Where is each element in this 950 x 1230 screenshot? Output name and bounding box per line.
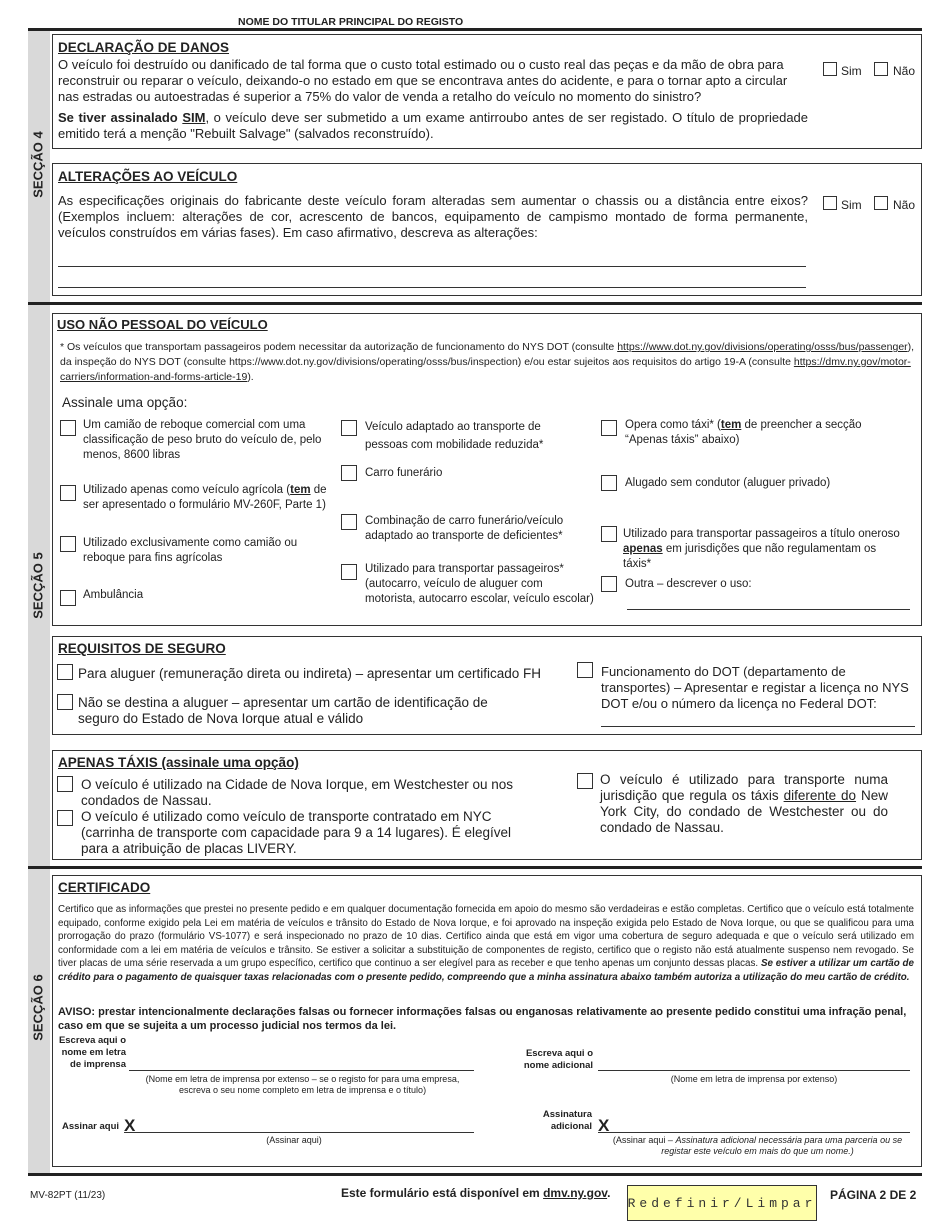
hearse-checkbox[interactable]	[341, 465, 357, 481]
taxi-livery-checkbox[interactable]	[57, 810, 73, 826]
taxi-other-jurisdiction-label: O veículo é utilizado para transporte numa jurisdição que regula os táxis diferente do New York City, do condado de Westchester ou do condado de Nassau.	[600, 772, 888, 835]
additional-sign-hint: (Assinar aqui – Assinatura adicional necessária para uma parceria ou se registar este veículo em mais do que um nome.)	[612, 1135, 903, 1156]
taxi-nyc-label: O veículo é utilizado na Cidade de Nova Iorque, em Westchester ou nos condados de Nassau.	[81, 777, 513, 808]
rental-label: Alugado sem condutor (aluguer privado)	[625, 477, 831, 489]
taxi-label: Opera como táxi* (tem de preencher a secção “Apenas táxis” abaixo)	[625, 419, 862, 446]
section-6-label: SECÇÃO 6	[30, 974, 46, 1041]
section-4-rule	[28, 302, 922, 305]
alterations-line-1[interactable]	[58, 266, 806, 267]
dot-license-line[interactable]	[601, 726, 915, 727]
ambulance-label: Ambulância	[83, 589, 144, 601]
certified-title: CERTIFICADO	[58, 880, 151, 895]
available-text: Este formulário está disponível em dmv.ny.gov.	[341, 1186, 611, 1200]
for-hire-label: Para aluguer (remuneração direta ou indireta) – apresentar um certificado FH	[78, 666, 541, 681]
dmv-article-19-link[interactable]: https://dmv.ny.gov/motor-carriers/information-and-forms-article-19	[60, 356, 911, 383]
farm-truck-checkbox[interactable]	[60, 536, 76, 552]
alterations-no-checkbox[interactable]	[874, 196, 888, 210]
nonpersonal-title: USO NÃO PESSOAL DO VEÍCULO	[57, 317, 268, 332]
holder-name-label: NOME DO TITULAR PRINCIPAL DO REGISTO	[238, 16, 464, 28]
sign-label: Assinar aqui	[62, 1121, 120, 1132]
not-for-hire-label: Não se destina a aluguer – apresentar um cartão de identificação de seguro do Estado de Nova Iorque atual e válido	[78, 695, 488, 726]
not-for-hire-checkbox[interactable]	[57, 694, 73, 710]
ambulance-checkbox[interactable]	[60, 590, 76, 606]
dot-operation-checkbox[interactable]	[577, 662, 593, 678]
additional-name-line[interactable]	[598, 1070, 910, 1071]
paid-passengers-label: Utilizado para transportar passageiros a título oneroso apenas em jurisdições que não regulamentam os táxis*	[623, 528, 900, 570]
other-use-line[interactable]	[627, 609, 910, 610]
additional-signature-line[interactable]	[598, 1132, 910, 1133]
alterations-yes-checkbox[interactable]	[823, 196, 837, 210]
page-number: PÁGINA 2 DE 2	[830, 1188, 917, 1202]
additional-sign-x: X	[598, 1116, 610, 1135]
additional-name-hint: (Nome em letra de imprensa por extenso)	[670, 1074, 838, 1084]
damage-yes-label: Sim	[841, 64, 862, 78]
sign-x: X	[124, 1116, 136, 1135]
other-use-label: Outra – descrever o uso:	[625, 578, 752, 590]
dot-operation-label: Funcionamento do DOT (departamento de transportes) – Apresentar e registar a licença no NYS DOT e/ou o número da licença no Federal DOT:	[601, 664, 909, 711]
taxi-other-jurisdiction-checkbox[interactable]	[577, 773, 593, 789]
hearse-combo-label: Combinação de carro funerário/veículo adaptado ao transporte de deficientes*	[365, 515, 564, 542]
section-5-label: SECÇÃO 5	[30, 552, 46, 619]
damage-title: DECLARAÇÃO DE DANOS	[58, 40, 230, 55]
hearse-combo-checkbox[interactable]	[341, 514, 357, 530]
additional-sign-label: Assinatura adicional	[542, 1109, 592, 1132]
other-use-checkbox[interactable]	[601, 576, 617, 592]
alterations-yes-label: Sim	[841, 198, 862, 212]
accessible-vehicle-label: Veículo adaptado ao transporte de pessoas com mobilidade reduzida*	[365, 421, 544, 451]
additional-name-label: Escreva aqui o nome adicional	[523, 1048, 593, 1071]
reset-button[interactable]: Redefinir/Limpar	[627, 1185, 817, 1221]
rental-checkbox[interactable]	[601, 475, 617, 491]
damage-no-checkbox[interactable]	[874, 62, 888, 76]
alterations-line-2[interactable]	[58, 287, 806, 288]
dmv-link[interactable]: dmv.ny.gov	[543, 1186, 608, 1200]
hearse-label: Carro funerário	[365, 467, 443, 479]
print-name-hint: (Nome em letra de imprensa por extenso – se o registo for para uma empresa, escreva o seu nome completo em letra de imprensa e o título)	[145, 1074, 460, 1095]
warning: AVISO: prestar intencionalmente declarações falsas ou fornecer informações falsas ou enganosas relativamente ao presente pedido constitui uma infração penal, caso em que se sujeita a um processo judicial nos termos da lei.	[58, 1006, 907, 1032]
damage-note: Se tiver assinalado SIM, o veículo deve ser submetido a um exame antirroubo antes de ser registado. O título de propriedade emitido terá a menção "Rebuilt Salvage" (salvados reconstruído).	[58, 110, 809, 141]
alterations-title: ALTERAÇÕES AO VEÍCULO	[58, 169, 238, 184]
for-hire-checkbox[interactable]	[57, 664, 73, 680]
taxi-nyc-checkbox[interactable]	[57, 776, 73, 792]
farm-truck-label: Utilizado exclusivamente como camião ou reboque para fins agrícolas	[83, 537, 298, 564]
section-6-rule	[28, 1173, 922, 1176]
damage-yes-checkbox[interactable]	[823, 62, 837, 76]
insurance-title: REQUISITOS DE SEGURO	[58, 641, 226, 656]
passenger-transport-checkbox[interactable]	[341, 564, 357, 580]
signature-line[interactable]	[124, 1132, 474, 1133]
taxis-title: APENAS TÁXIS (assinale uma opção)	[58, 755, 299, 770]
farm-vehicle-checkbox[interactable]	[60, 485, 76, 501]
farm-vehicle-label: Utilizado apenas como veículo agrícola (tem de ser apresentado o formulário MV-260F, Parte 1)	[83, 484, 327, 511]
taxi-checkbox[interactable]	[601, 420, 617, 436]
tow-truck-checkbox[interactable]	[60, 420, 76, 436]
alterations-question: As especificações originais do fabricante deste veículo foram alteradas sem aumentar o chassis ou a distância entre eixos? (Exemplos incluem: alterações de cor, acrescento de bancos, equipamento de campismo montado de forma permanente, veículos construídos em várias fases). Em caso afirmativo, descreva as alterações:	[58, 193, 808, 240]
damage-question: O veículo foi destruído ou danificado de tal forma que o custo total estimado ou o custo real das peças e da mão de obra para reconstruir ou reparar o veículo, deixando-o no estado em que se encontrava antes do acidente, e para o tornar apto a circular nas estradas ou autoestradas é superior a 75% do valor de venda a retalho do veículo no momento do sinistro?	[58, 57, 788, 104]
tow-truck-label: Um camião de reboque comercial com uma classificação de peso bruto do veículo de, pelo menos, 8600 libras	[83, 419, 322, 461]
nonpersonal-note: * Os veículos que transportam passageiros podem necessitar da autorização de funcionamento do NYS DOT (consulte https://www.dot.ny.gov/divisions/operating/osss/bus/passenger), da inspeção do NYS DOT (consulte https://www.dot.ny.gov/divisions/operating/osss/bus/inspection) e/ou estar sujeitos aos requisitos do artigo 19-A (consulte https://dmv.ny.gov/motor-carriers/information-and-forms-article-19).	[60, 341, 915, 383]
print-name-line[interactable]	[129, 1070, 474, 1071]
section-5-rule	[28, 866, 922, 869]
damage-no-label: Não	[893, 64, 916, 78]
section-4-label: SECÇÃO 4	[30, 131, 46, 198]
dot-inspection-link[interactable]: https://www.dot.ny.gov/divisions/operating/osss/bus/inspection	[229, 356, 518, 368]
dot-passenger-link[interactable]: https://www.dot.ny.gov/divisions/operating/osss/bus/passenger	[617, 341, 908, 353]
choose-option: Assinale uma opção:	[62, 395, 188, 410]
header-rule	[28, 28, 922, 31]
alterations-no-label: Não	[893, 198, 916, 212]
print-name-label: Escreva aqui o nome em letra de imprensa	[58, 1035, 126, 1070]
taxi-livery-label: O veículo é utilizado como veículo de transporte contratado em NYC (carrinha de transporte com capacidade para 9 a 14 lugares). É elegível para a atribuição de placas LIVERY.	[81, 809, 511, 856]
passenger-transport-label: Utilizado para transportar passageiros* (autocarro, veículo de aluguer com motorista, autocarro escolar, veículo escolar)	[365, 563, 594, 605]
certified-text: Certifico que as informações que prestei no presente pedido e em qualquer documentação fornecida em apoio do mesmo são verdadeiras e estão completas. Certifico que o veículo está totalmente equipado, conforme exigido pela Lei em matéria de veículos e trânsito do Estado de Nova Iorque, e foi aprovado na inspeção exigida pelo Estado de Nova Iorque, ou que se qualificou para uma prorrogação do prazo (formulário VS-1077) e será inspecionado no prazo de 10 dias. Certifico ainda que está em vigor uma cobertura de seguro adequada e que o veículo será utilizado em conformidade com a lei em matéria de veículos e trânsito. Se estiver a solicitar a substituição de componentes de registo, certifico que o registo não está atualmente suspenso nem revogado. Se tiver placas de uma série reservada a um grupo específico, certifico que continuo a ser elegível para as receber e que tenho apenas um conjunto dessas placas. Se estiver a utilizar um cartão de crédito para o pagamento de quaisquer taxas relacionadas com o presente pedido, compreendo que a minha assinatura abaixo também autoriza a utilização do meu cartão de crédito.	[58, 904, 914, 983]
accessible-vehicle-checkbox[interactable]	[341, 420, 357, 436]
paid-passengers-checkbox[interactable]	[601, 526, 617, 542]
form-id: MV-82PT (11/23)	[30, 1190, 106, 1201]
sign-hint: (Assinar aqui)	[266, 1135, 322, 1145]
